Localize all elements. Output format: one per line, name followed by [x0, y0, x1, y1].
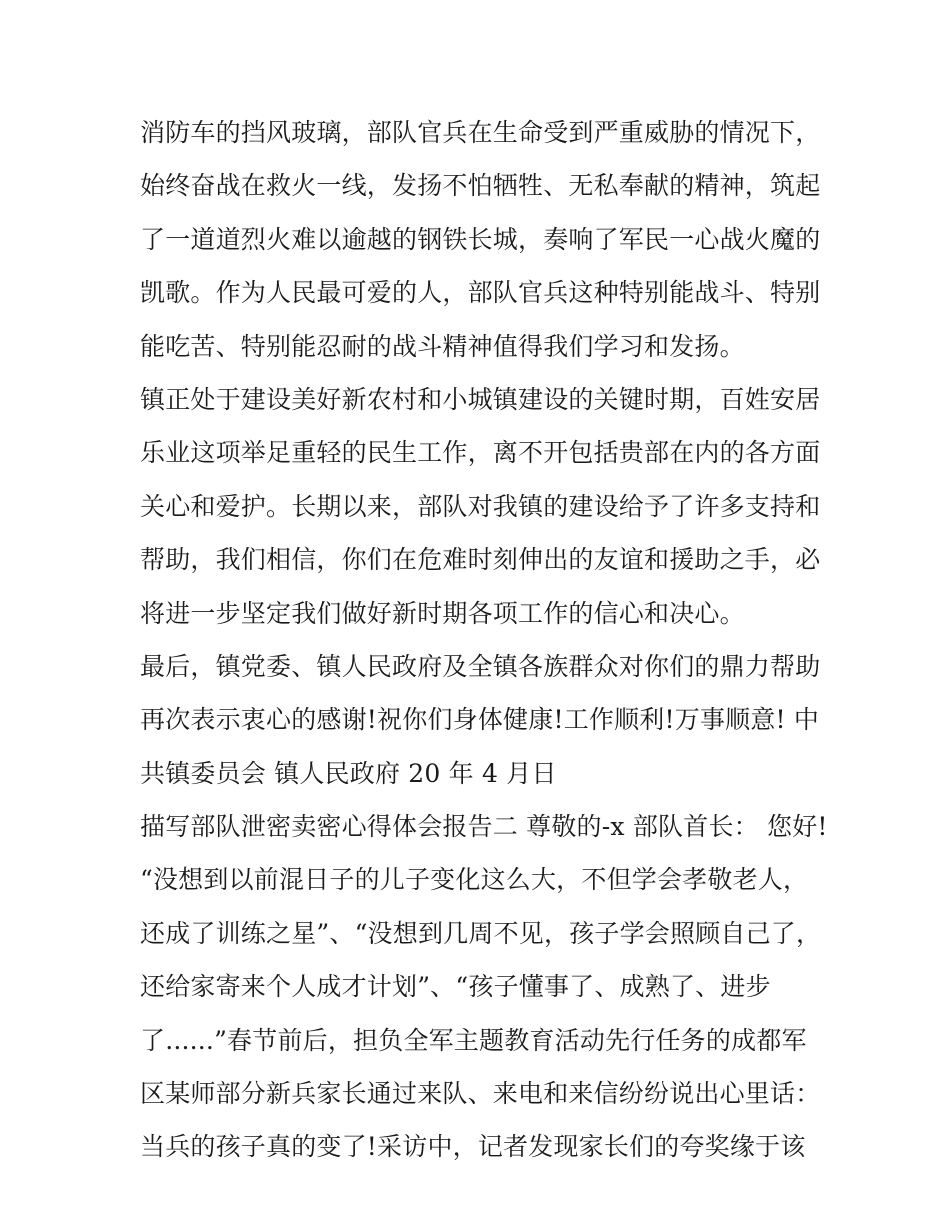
text-line: 始终奋战在救火一线，发扬不怕牺牲、无私奉献的精神，筑起 — [140, 171, 821, 201]
text-line: “没想到以前混日子的儿子变化这么大，不但学会孝敬老人， — [140, 865, 809, 895]
text-line: 了......”春节前后，担负全军主题教育活动先行任务的成都军 — [140, 1025, 807, 1055]
text-line: 关心和爱护。长期以来，部队对我镇的建设给予了许多支持和 — [140, 491, 821, 521]
body-text — [140, 106, 830, 1174]
text-line: 乐业这项举足重轻的民生工作，离不开包括贵部在内的各方面 — [140, 438, 821, 468]
text-line: 将进一步坚定我们做好新时期各项工作的信心和决心。 — [140, 598, 745, 628]
text-line: 共镇委员会 镇人民政府 20 年 4 月日 — [140, 758, 557, 788]
text-line: 还成了训练之星”、“没想到几周不见，孩子学会照顾自己了， — [140, 918, 822, 948]
text-line: 最后，镇党委、镇人民政府及全镇各族群众对你们的鼎力帮助 — [140, 651, 821, 681]
text-line: 消防车的挡风玻璃，部队官兵在生命受到严重威胁的情况下， — [140, 118, 821, 147]
text-line: 帮助，我们相信，你们在危难时刻伸出的友谊和援助之手，必 — [140, 545, 821, 575]
text-line: 当兵的孩子真的变了!采访中，记者发现家长们的夸奖缘于该 — [140, 1132, 806, 1162]
text-line: 凯歌。作为人民最可爱的人，部队官兵这种特别能战斗、特别 — [140, 278, 821, 308]
text-line: 描写部队泄密卖密心得体会报告二 尊敬的-x 部队首长： 您好! — [140, 812, 828, 842]
text-line: 区某师部分新兵家长通过来队、来电和来信纷纷说出心里话： — [140, 1079, 821, 1109]
text-line: 能吃苦、特别能忍耐的战斗精神值得我们学习和发扬。 — [140, 331, 745, 361]
text-line: 还给家寄来个人成才计划”、“孩子懂事了、成熟了、进步 — [140, 972, 771, 1002]
text-line: 了一道道烈火难以逾越的钢铁长城，奏响了军民一心战火魔的 — [140, 224, 821, 254]
text-line: 镇正处于建设美好新农村和小城镇建设的关键时期，百姓安居 — [140, 384, 821, 414]
text-line: 再次表示衷心的感谢!祝你们身体健康!工作顺利!万事顺意! 中 — [140, 705, 820, 735]
